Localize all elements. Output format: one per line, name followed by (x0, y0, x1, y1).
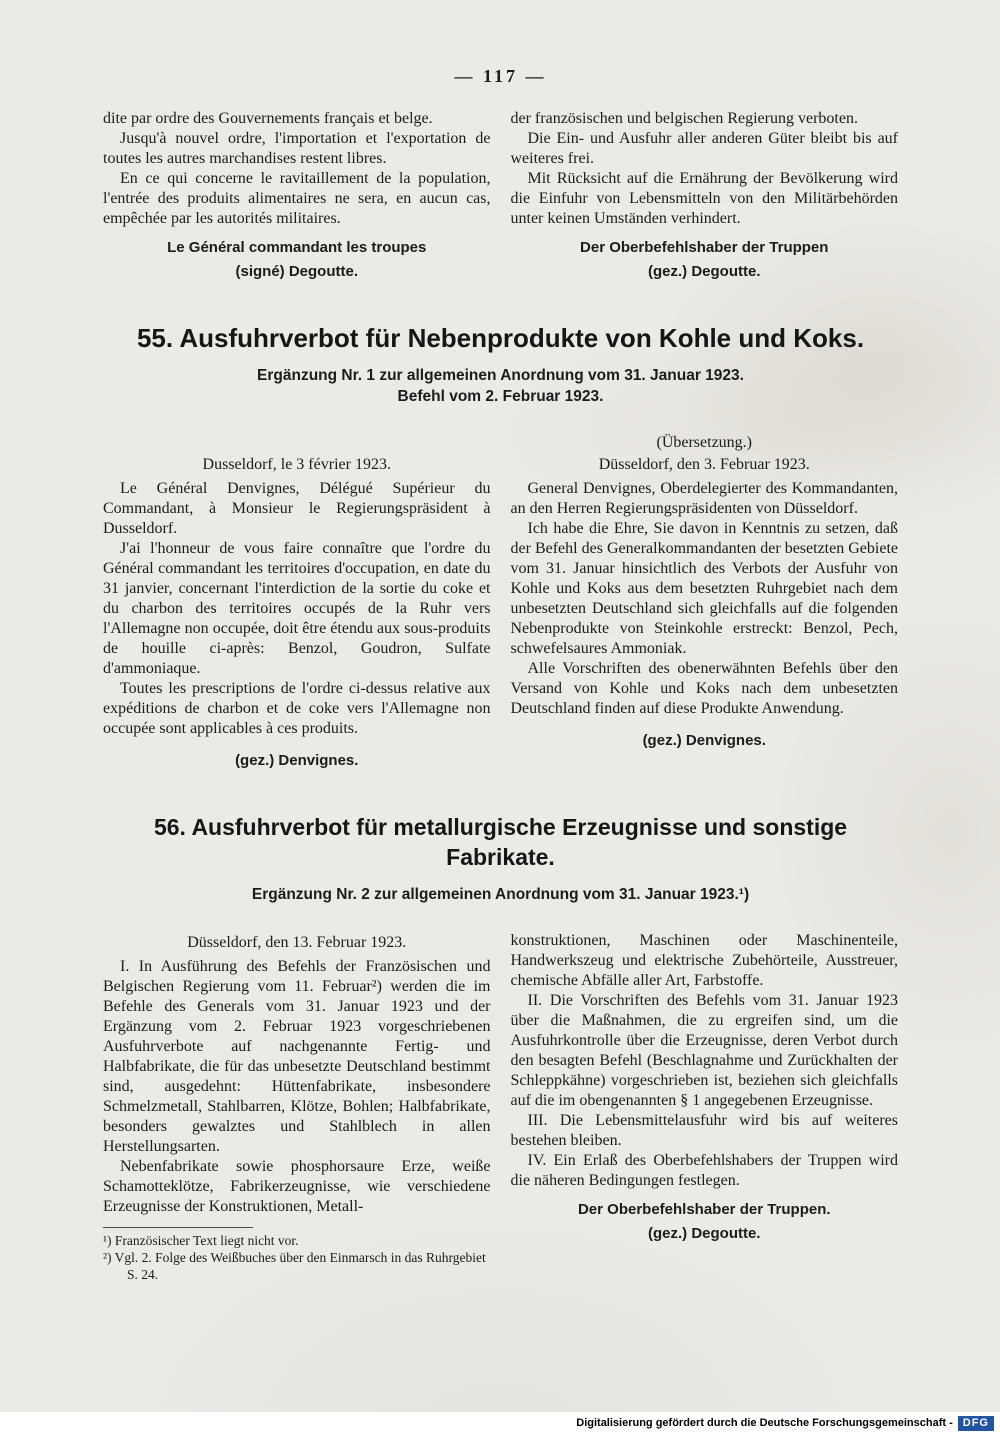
section-55-heading: 55. Ausfuhrverbot für Nebenprodukte von Kohle und Koks. (136, 323, 865, 353)
paragraph: Ich habe die Ehre, Sie davon in Kenntnis zu setzen, daß der Befehl des Generalkommandanten der besetzten Gebiete vom 31. Januar hinsichtlich des Verbots der Ausfuhr von Kohle und Koks aus dem besetzten Ruhrgebiet nach dem unbesetzten Deutschland sich gleichfalls auf die folgenden Nebenprodukte von Steinkohle erstreckt: Benzol, Pech, schwefelsaures Ammoniak. (510, 520, 898, 657)
section-56-subheading: Ergänzung Nr. 2 zur allgemeinen Anordnung vom 31. Januar 1923.¹) (251, 886, 750, 903)
paragraph: En ce qui concerne le ravitaillement de la population, l'entrée des produits alimentaires ne sera, en aucun cas, empêchée par les autorités militaires. (103, 170, 491, 227)
german-column (511, 433, 899, 770)
signature-title: Der Oberbefehlshaber der Truppen (580, 239, 829, 256)
section-56-columns (103, 931, 898, 1283)
signature-block (511, 1200, 899, 1243)
section-55-subheading-1: Ergänzung Nr. 1 zur allgemeinen Anordnung vom 31. Januar 1923. (257, 367, 744, 384)
section-56-heading: 56. Ausfuhrverbot für metallurgische Erzeugnisse und sonstige Fabrikate. (153, 814, 848, 870)
signature-name: (gez.) Degoutte. (648, 263, 761, 280)
paragraph: IV. Ein Erlaß des Oberbefehlshabers der Truppen wird die näheren Bedingungen festlegen. (510, 1152, 898, 1189)
page-number: — 117 — (454, 66, 547, 86)
paragraph: Alle Vorschriften des obenerwähnten Befehls über den Versand von Kohle und Koks nach dem unbesetzten Deutschland finden auf diese Produkte Anwendung. (510, 660, 898, 717)
german-column (511, 109, 899, 281)
paragraph: Toutes les prescriptions de l'ordre ci-dessus relative aux expéditions de charbon et de coke vers l'Allemagne non occupée sont applicables à ces produits. (103, 680, 491, 737)
signature-name: (gez.) Denvignes. (642, 732, 766, 749)
dateline: Düsseldorf, den 3. Februar 1923. (598, 456, 810, 473)
paragraph: General Denvignes, Oberdelegierter des Kommandanten, an den Herren Regierungspräsidenten von Düsseldorf. (510, 480, 898, 517)
footnote-rule (103, 1227, 253, 1228)
paragraph: dite par ordre des Gouvernements français et belge. (103, 110, 433, 127)
paragraph: Die Ein- und Ausfuhr aller anderen Güter bleibt bis auf weiteres frei. (510, 130, 898, 167)
signature-name: (gez.) Degoutte. (648, 1225, 761, 1242)
footnote: ¹) Französischer Text liegt nicht vor. (103, 1233, 299, 1248)
signature-name: (signé) Degoutte. (235, 263, 358, 280)
section-56 (103, 812, 898, 1283)
french-column (103, 433, 491, 770)
left-column (103, 931, 491, 1283)
signature-title: Der Oberbefehlshaber der Truppen. (577, 1201, 831, 1218)
paragraph: Mit Rücksicht auf die Ernährung der Bevölkerung wird die Einfuhr von Lebensmitteln von den Militärbehörden unter keinen Umständen verhindert. (510, 170, 898, 227)
paragraph: Le Général Denvignes, Délégué Supérieur du Commandant, à Monsieur le Regierungspräsident à Dusseldorf. (103, 480, 491, 537)
paragraph: Jusqu'à nouvel ordre, l'importation et l'exportation de toutes les autres marchandises restent libres. (103, 130, 491, 167)
section-55-subheading-2: Befehl vom 2. Februar 1923. (397, 388, 604, 405)
paragraph: III. Die Lebensmittelausfuhr wird bis auf weiteres bestehen bleiben. (510, 1112, 898, 1149)
paragraph: Nebenfabrikate sowie phosphorsaure Erze, weiße Schamotteklötze, Fabrikerzeugnisse, wie verschiedene Erzeugnisse der Konstruktionen, Metall- (103, 1158, 491, 1215)
french-column (103, 109, 491, 281)
paragraph: I. In Ausführung des Befehls der Französischen und Belgischen Regierung vom 11. Februar²) werden die im Befehle des Generals vom 31. Januar 1923 und der Ergänzung vom 2. Februar 1923 vorgeschriebenen Ausfuhrverbote auf nachgenannte Fertig- und Halbfabrikate, die für das unbesetzte Deutschland bestimmt sind, ausgedehnt: Hüttenfabrikate, insbesondere Schmelzmetall, Stahlbarren, Klötze, Bohlen; Halbfabrikate, besonders gewalztes und Stahlblech in allen Herstellungsarten. (103, 958, 491, 1155)
paragraph: J'ai l'honneur de vous faire connaître que l'ordre du Général commandant les territoires d'occupation, en date du 31 janvier, concernant l'interdiction de la sortie du coke et du charbon des territoires occupés de la Ruhr vers l'Allemagne non occupée, doit être étendu aux sous-produits de houille ci-après: Benzol, Goudron, Sulfate d'ammoniaque. (103, 540, 491, 677)
paragraph: II. Die Vorschriften des Befehls vom 31. Januar 1923 über die Maßnahmen, die zu ergreifen sind, um die Ausfuhrkontrolle über die Erzeugnisse, deren Verbot durch den besagten Befehl (Beschlagnahme und Zurückhalten der Schleppkähne) vorgeschrieben ist, beziehen sich gleichfalls auf die im obengenannten § 1 angegebenen Erzeugnisse. (510, 992, 898, 1109)
continuation-section (103, 109, 898, 281)
section-55 (103, 323, 898, 770)
digitization-footer (0, 1412, 1000, 1434)
dateline: Düsseldorf, den 13. Februar 1923. (187, 934, 407, 951)
dfg-logo: DFG (958, 1416, 994, 1431)
translation-note: (Übersetzung.) (656, 434, 752, 451)
signature-block (511, 238, 899, 281)
footer-text: Digitalisierung gefördert durch die Deutsche Forschungsgemeinschaft - (576, 1417, 953, 1429)
right-column (511, 931, 899, 1283)
section-55-columns (103, 433, 898, 770)
signature-title: Le Général commandant les troupes (167, 239, 427, 256)
signature-name: (gez.) Denvignes. (235, 752, 359, 769)
paragraph: der französischen und belgischen Regierung verboten. (510, 110, 858, 127)
signature-block (103, 238, 491, 281)
dateline: Dusseldorf, le 3 février 1923. (202, 456, 391, 473)
footnote: ²) Vgl. 2. Folge des Weißbuches über den Einmarsch in das Ruhrgebiet S. 24. (103, 1250, 486, 1282)
spacer (103, 433, 491, 453)
paragraph: konstruktionen, Maschinen oder Maschinenteile, Handwerkszeug und elektrische Zubehörteile, Ausstreuer, chemische Abfälle aller Art, Farbstoffe. (510, 932, 898, 989)
